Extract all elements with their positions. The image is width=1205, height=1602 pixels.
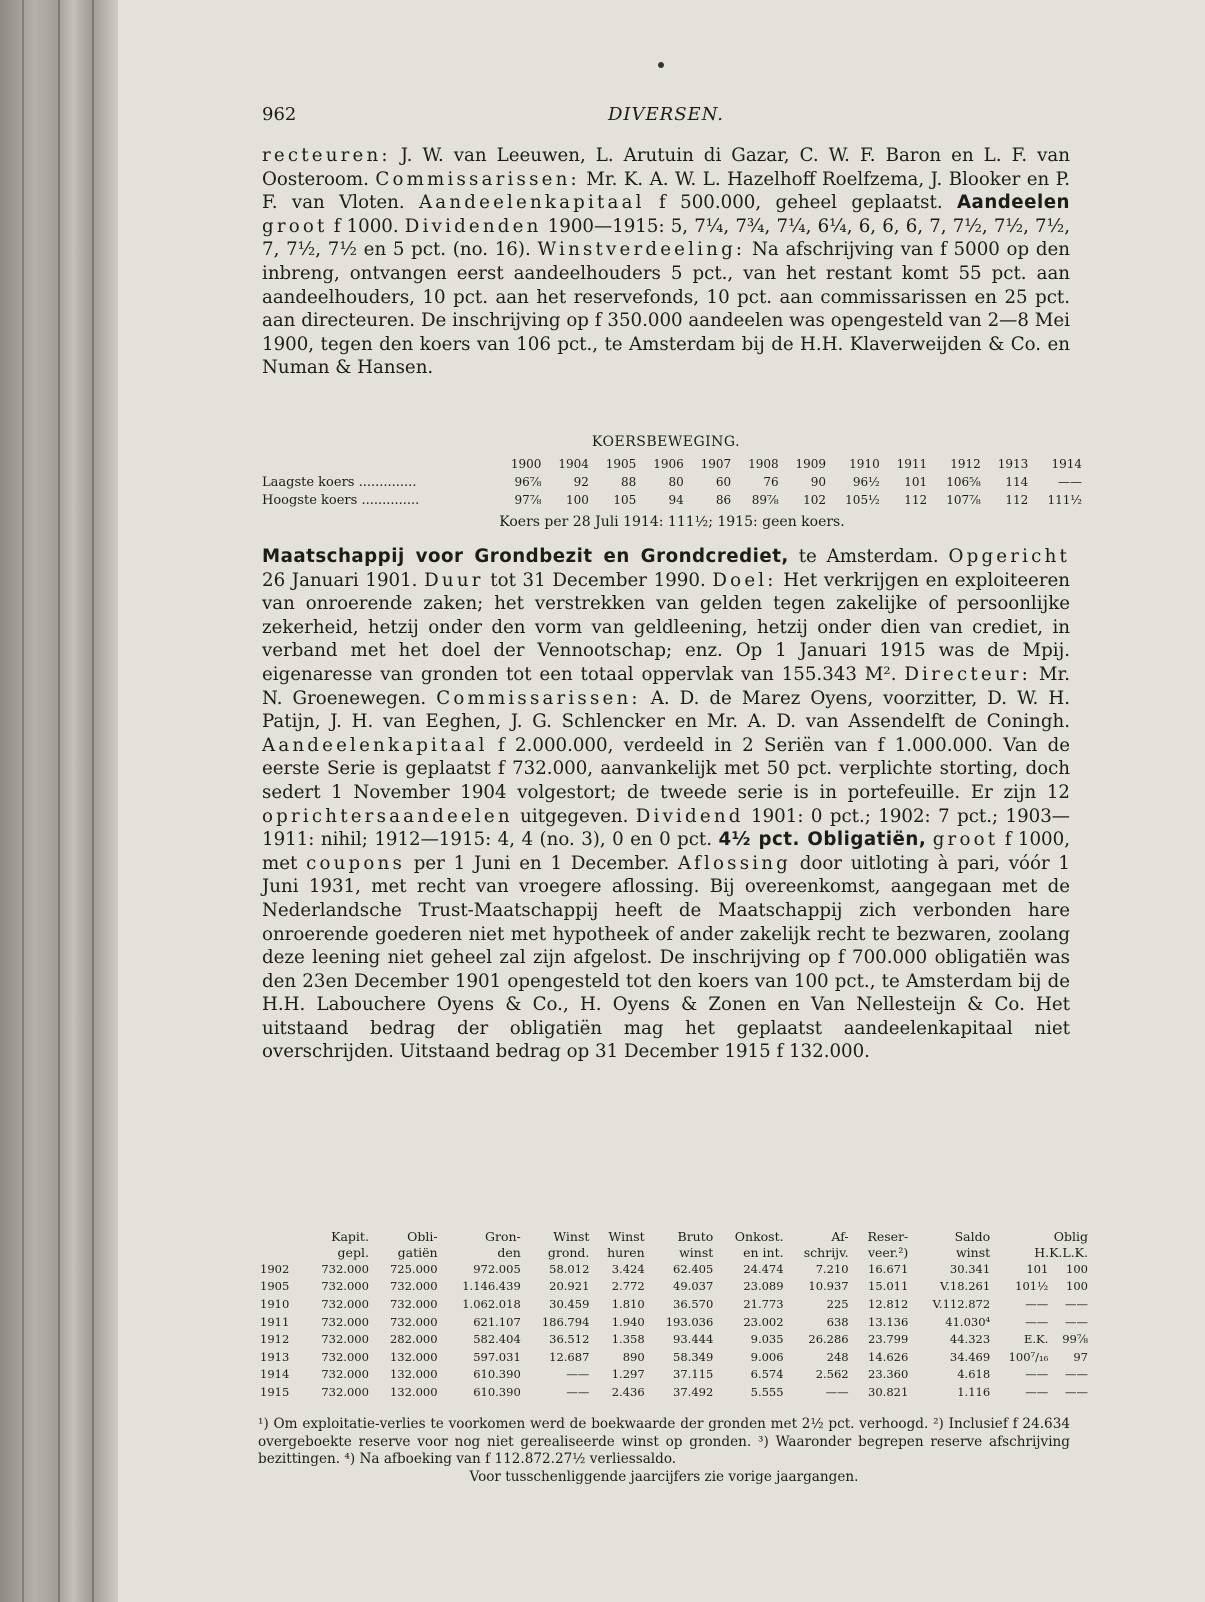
value-cell: 97 xyxy=(1073,1349,1088,1364)
value-cell: 732.000 xyxy=(389,1296,438,1311)
year-cell: 1915 xyxy=(260,1384,290,1399)
value-cell: 93.444 xyxy=(673,1332,714,1347)
directeur-text: Mr. N. Groenewegen. xyxy=(262,663,1070,709)
footnote-text: ¹) Om exploitatie-verlies te voorkomen werd de boekwaarde der gronden met 2½ pct. verhoogd. ²) Inclusief f 24.634 overgeboekte reserve voor nog niet gerealiseerde winst op gronden. ³) Waaronder begrepen reserve afschrijving bezittingen. ⁴) Na afboeking van f 112.872.27½ verliessaldo. xyxy=(258,1416,1070,1467)
value-cell: 97⅞ xyxy=(514,493,542,507)
value-cell: 12.812 xyxy=(868,1296,909,1311)
value-cell: 24.474 xyxy=(743,1261,784,1276)
value-cell: 20.921 xyxy=(549,1279,590,1294)
value-cell: 132.000 xyxy=(389,1349,438,1364)
kapitaal-label: Aandeelenkapitaal xyxy=(262,734,488,756)
value-cell: 186.794 xyxy=(541,1314,590,1329)
value-cell: 49.037 xyxy=(673,1279,714,1294)
commissarissen-text: A. D. de Marez Oyens, voorzitter, D. W. H. Patijn, J. H. van Eeghen, J. G. Schlencker en Mr. A. D. van Assendelft de Coningh. xyxy=(262,687,1071,733)
table-row xyxy=(262,455,1082,473)
value-cell: 90 xyxy=(810,475,827,489)
column-header: Reser- xyxy=(867,1228,909,1244)
table-row xyxy=(262,473,1082,491)
value-cell: 44.323 xyxy=(949,1332,991,1347)
value-cell: 76 xyxy=(763,475,779,489)
column-header: Af- xyxy=(831,1228,849,1244)
winstverdeeling-label: Winstverdeeling: xyxy=(537,239,746,261)
year-cell: 1906 xyxy=(653,457,684,471)
column-header xyxy=(258,1244,302,1260)
value-cell: 1.146.439 xyxy=(462,1279,521,1294)
year-cell: 1907 xyxy=(700,457,732,471)
column-header: en int. xyxy=(743,1244,784,1260)
value-cell: E.K. xyxy=(1023,1332,1049,1347)
value-cell: 597.031 xyxy=(473,1349,521,1364)
company-name: Maatschappij voor Grondbezit en Grondcrediet, xyxy=(262,546,789,567)
value-cell: 88 xyxy=(621,475,637,489)
value-cell: 58.012 xyxy=(549,1261,590,1276)
value-cell: 26.286 xyxy=(808,1332,849,1347)
value-cell: 94 xyxy=(668,493,684,507)
column-header: gepl. xyxy=(337,1244,369,1260)
obligatien-label: 4½ pct. Obligatiën, xyxy=(718,829,927,851)
column-header: huren xyxy=(607,1244,645,1260)
column-header: H.K.L.K. xyxy=(1034,1244,1088,1260)
dividenden-text: 1900—1915: 5, 7¼, 7¾, 7¼, 6¼, 6, 6, 6, 7, 7½, 7½, 7½, 7, 7½, 7½ en 5 pct. (no. 16). xyxy=(262,215,1070,261)
entry-grondbezit xyxy=(262,545,1070,1064)
directeuren-label: recteuren: xyxy=(262,145,391,166)
binding-line xyxy=(92,0,94,1602)
year-cell: 1900 xyxy=(510,457,542,471)
value-cell: 732.000 xyxy=(321,1261,369,1276)
commissarissen-text: Mr. K. A. W. L. Hazelhoff Roelfzema, J. Blooker en P. F. van Vloten. xyxy=(262,168,1070,214)
footnote-last: Voor tusschenliggende jaarcijfers zie vorige jaargangen. xyxy=(469,1468,859,1485)
year-cell: 1913 xyxy=(260,1349,290,1364)
aandeelen-label: Aandeelen xyxy=(956,192,1070,214)
value-cell: 282.000 xyxy=(389,1332,438,1347)
value-cell: 732.000 xyxy=(389,1314,438,1329)
table-row xyxy=(258,1313,1090,1331)
column-header: Onkost. xyxy=(734,1228,784,1244)
year-cell: 1911 xyxy=(260,1314,290,1329)
value-cell: 101½ xyxy=(1015,1279,1049,1294)
value-cell: 105½ xyxy=(845,493,880,507)
column-header: winst xyxy=(955,1244,991,1260)
value-cell: 107⅞ xyxy=(946,493,981,507)
value-cell: —— xyxy=(1025,1296,1049,1311)
column-header: Winst xyxy=(553,1228,590,1244)
column-header: veer.²) xyxy=(867,1244,909,1260)
value-cell: 621.107 xyxy=(473,1314,521,1329)
groot-label: groot xyxy=(262,215,328,237)
value-cell: 610.390 xyxy=(473,1367,521,1382)
value-cell: 23.799 xyxy=(868,1332,909,1347)
value-cell: 60 xyxy=(715,475,732,489)
company-location: te Amsterdam. xyxy=(788,546,949,567)
value-cell: 16.671 xyxy=(868,1261,909,1276)
value-cell: 112 xyxy=(1005,493,1029,507)
value-cell: 4.618 xyxy=(957,1367,991,1382)
year-cell: 1912 xyxy=(260,1332,290,1347)
value-cell: 1.810 xyxy=(611,1296,645,1311)
coupons-text: per 1 Juni en 1 December. xyxy=(404,852,679,874)
value-cell: 34.469 xyxy=(949,1349,991,1364)
value-cell: 36.570 xyxy=(673,1296,714,1311)
value-cell: 9.006 xyxy=(750,1349,784,1364)
dividenden-label: Dividenden xyxy=(404,215,542,237)
column-header: Gron- xyxy=(485,1228,521,1244)
column-header xyxy=(258,1228,302,1244)
value-cell: 96⅞ xyxy=(514,475,542,489)
running-title: DIVERSEN. xyxy=(607,104,725,125)
value-cell: 36.512 xyxy=(549,1332,590,1347)
value-cell: 1.062.018 xyxy=(462,1296,521,1311)
commissarissen-label: Commissarissen: xyxy=(436,687,641,709)
value-cell: 1.116 xyxy=(957,1384,991,1399)
value-cell: 96½ xyxy=(852,475,880,489)
coupons-label: coupons xyxy=(306,852,405,874)
value-cell: 732.000 xyxy=(321,1367,369,1382)
value-cell: 105 xyxy=(613,493,637,507)
year-cell: 1908 xyxy=(748,457,779,471)
groot-text: f 1000. xyxy=(327,215,405,237)
table-row xyxy=(258,1278,1090,1296)
table-header-row xyxy=(258,1244,1090,1260)
value-cell: 725.000 xyxy=(389,1261,438,1276)
value-cell: —— xyxy=(1065,1367,1088,1382)
year-cell: 1904 xyxy=(558,457,589,471)
dividend-label: Dividend xyxy=(635,805,744,827)
row-label: Hoogste koers .............. xyxy=(262,492,420,508)
value-cell: 15.011 xyxy=(868,1279,909,1294)
year-cell: 1913 xyxy=(997,457,1029,471)
koersbeweging-table xyxy=(262,455,1082,509)
groot-label: groot xyxy=(932,829,999,851)
value-cell: —— xyxy=(1065,1314,1088,1329)
value-cell: 610.390 xyxy=(473,1384,521,1399)
value-cell: 5.555 xyxy=(750,1384,784,1399)
value-cell: 732.000 xyxy=(321,1296,369,1311)
value-cell: 732.000 xyxy=(321,1332,369,1347)
value-cell: 2.562 xyxy=(815,1367,849,1382)
entry-continuation xyxy=(262,144,1070,380)
value-cell: —— xyxy=(566,1367,590,1382)
value-cell: —— xyxy=(1065,1384,1088,1399)
value-cell: 23.360 xyxy=(868,1367,909,1382)
value-cell: 732.000 xyxy=(321,1349,369,1364)
value-cell: 732.000 xyxy=(321,1384,369,1399)
value-cell: 890 xyxy=(622,1349,645,1364)
value-cell: 6.574 xyxy=(750,1367,784,1382)
value-cell: 30.341 xyxy=(949,1261,991,1276)
year-cell: 1909 xyxy=(795,457,827,471)
value-cell: —— xyxy=(566,1384,590,1399)
value-cell: 732.000 xyxy=(321,1314,369,1329)
value-cell: 13.136 xyxy=(868,1314,909,1329)
binding-line xyxy=(22,0,24,1602)
doel-text: Het verkrijgen en exploiteeren van onroerende zaken; het verstrekken van gelden tegen zakelijke of persoonlijke zekerheid, hetzij onder den vorm van geldleening, hetzij onder dien van crediet, in verband met het doel der Vennootschap; enz. Op 1 Januari 1915 was de Mpij. eigenaresse van gronden tot een totaal oppervlak van 155.343 M². xyxy=(262,569,1070,685)
row-label: Laagste koers .............. xyxy=(262,474,417,490)
value-cell: 58.349 xyxy=(673,1349,714,1364)
year-cell: 1905 xyxy=(605,457,637,471)
value-cell: 37.115 xyxy=(673,1367,714,1382)
dividend-text: 1901: 0 pct.; 1902: 7 pct.; 1903—1911: nihil; 1912—1915: 4, 4 (no. 3), 0 en 0 pct. xyxy=(262,805,1070,851)
value-cell: 62.405 xyxy=(673,1261,714,1276)
value-cell: 7.210 xyxy=(815,1261,849,1276)
year-cell: 1912 xyxy=(950,457,981,471)
value-cell: 41.030⁴ xyxy=(945,1314,991,1329)
value-cell: 99⅞ xyxy=(1062,1332,1088,1347)
value-cell: 100⁷/₁₆ xyxy=(1008,1349,1049,1364)
page-header xyxy=(262,104,1070,132)
kapitaal-text: f 2.000.000, verdeeld in 2 Seriën van f 1.000.000. Van de eerste Serie is geplaatst f 732.000, aanvankelijk met 50 pct. verplichte storting, doch sedert 1 November 1904 volgestort; de tweede serie is in portefeuille. Er zijn 12 xyxy=(262,734,1070,803)
column-header: gatiën xyxy=(397,1244,438,1260)
value-cell: —— xyxy=(1058,475,1082,489)
book-binding xyxy=(0,0,118,1602)
page-number: 962 xyxy=(262,104,297,125)
table-header-row xyxy=(258,1228,1090,1244)
value-cell: V.112.872 xyxy=(932,1296,991,1311)
value-cell: 1.297 xyxy=(611,1367,645,1382)
value-cell: 114 xyxy=(1005,475,1029,489)
value-cell: 972.005 xyxy=(473,1261,521,1276)
year-cell: 1902 xyxy=(260,1261,290,1276)
value-cell: 12.687 xyxy=(549,1349,590,1364)
column-header: schrijv. xyxy=(803,1244,849,1260)
value-cell: 14.626 xyxy=(868,1349,909,1364)
column-header: Oblig xyxy=(1053,1228,1088,1244)
value-cell: —— xyxy=(1025,1367,1049,1382)
value-cell: 112 xyxy=(904,493,928,507)
value-cell: 732.000 xyxy=(321,1279,369,1294)
oprichters-label: oprichtersaandeelen xyxy=(262,805,513,827)
value-cell: 10.937 xyxy=(808,1279,849,1294)
value-cell: —— xyxy=(1025,1384,1049,1399)
value-cell: 193.036 xyxy=(665,1314,714,1329)
table-row xyxy=(258,1366,1090,1384)
commissarissen-label: Commissarissen: xyxy=(375,168,580,190)
value-cell: 80 xyxy=(668,475,684,489)
column-header: winst xyxy=(679,1244,714,1260)
value-cell: —— xyxy=(825,1384,849,1399)
duur-label: Duur xyxy=(424,569,484,591)
value-cell: 225 xyxy=(826,1296,849,1311)
table-row xyxy=(258,1348,1090,1366)
value-cell: —— xyxy=(1025,1314,1049,1329)
year-cell: 1914 xyxy=(260,1367,290,1382)
year-cell: 1910 xyxy=(849,457,880,471)
table-row xyxy=(258,1260,1090,1278)
column-header: grond. xyxy=(547,1244,590,1260)
value-cell: —— xyxy=(1065,1296,1088,1311)
opgericht-label: Opgericht xyxy=(948,546,1070,567)
oprichters-text: uitgegeven. xyxy=(512,805,636,827)
value-cell: 100 xyxy=(1066,1261,1088,1276)
value-cell: 106⅝ xyxy=(946,475,981,489)
year-cell: 1910 xyxy=(260,1296,290,1311)
column-header: Kapit. xyxy=(331,1228,369,1244)
doel-label: Doel: xyxy=(712,569,777,591)
value-cell: 37.492 xyxy=(673,1384,714,1399)
table-row xyxy=(258,1295,1090,1313)
koersbeweging-title: KOERSBEWEGING. xyxy=(591,434,741,450)
value-cell: V.18.261 xyxy=(939,1279,991,1294)
opgericht-text: 26 Januari 1901. xyxy=(262,569,425,591)
value-cell: 21.773 xyxy=(743,1296,784,1311)
value-cell: 101 xyxy=(904,475,928,489)
value-cell: 101 xyxy=(1026,1261,1049,1276)
value-cell: 92 xyxy=(573,475,589,489)
duur-text: tot 31 December 1990. xyxy=(483,569,713,591)
value-cell: 100 xyxy=(1066,1279,1088,1294)
table-row xyxy=(258,1330,1090,1348)
directeuren-text: J. W. van Leeuwen, L. Arutuin di Gazar, C. W. F. Baron en L. F. van Oosteroom. xyxy=(262,145,1070,190)
value-cell: 89⅞ xyxy=(751,493,779,507)
footnotes xyxy=(258,1416,1070,1486)
value-cell: 132.000 xyxy=(389,1367,438,1382)
value-cell: 732.000 xyxy=(389,1279,438,1294)
value-cell: 2.772 xyxy=(611,1279,645,1294)
column-header: Bruto xyxy=(677,1228,714,1244)
column-header: den xyxy=(497,1244,521,1260)
table-row xyxy=(262,491,1082,509)
column-header: Obli- xyxy=(407,1228,438,1244)
column-header: Winst xyxy=(608,1228,645,1244)
groot-text: f 1000, met xyxy=(262,829,1070,874)
value-cell: 23.089 xyxy=(743,1279,784,1294)
financial-table xyxy=(258,1228,1090,1401)
year-cell: 1911 xyxy=(896,457,928,471)
value-cell: 1.940 xyxy=(611,1314,645,1329)
value-cell: 638 xyxy=(826,1314,849,1329)
value-cell: 582.404 xyxy=(473,1332,521,1347)
aflossing-label: Aflossing xyxy=(678,852,791,874)
value-cell: 132.000 xyxy=(389,1384,438,1399)
value-cell: 3.424 xyxy=(611,1261,645,1276)
value-cell: 111½ xyxy=(1047,493,1082,507)
value-cell: 23.002 xyxy=(743,1314,784,1329)
binding-line xyxy=(58,0,60,1602)
kapitaal-text: f 500.000, geheel geplaatst. xyxy=(644,192,957,214)
value-cell: 9.035 xyxy=(750,1332,784,1347)
value-cell: 86 xyxy=(715,493,732,507)
directeur-label: Directeur: xyxy=(904,663,1032,685)
kapitaal-label: Aandeelenkapitaal xyxy=(418,192,645,214)
value-cell: 30.459 xyxy=(549,1296,590,1311)
value-cell: 248 xyxy=(826,1349,849,1364)
koers-note: Koers per 28 Juli 1914: 111½; 1915: geen koers. xyxy=(499,514,845,530)
page-mark xyxy=(658,62,664,68)
value-cell: 102 xyxy=(803,493,827,507)
value-cell: 30.821 xyxy=(868,1384,909,1399)
value-cell: 100 xyxy=(565,493,589,507)
value-cell: 2.436 xyxy=(611,1384,645,1399)
year-cell: 1905 xyxy=(260,1279,290,1294)
column-header: Saldo xyxy=(954,1228,991,1244)
value-cell: 1.358 xyxy=(611,1332,645,1347)
winstverdeeling-text: Na afschrijving van f 5000 op den inbreng, ontvangen eerst aandeelhouders 5 pct., van het restant komt 55 pct. aan aandeelhouders, 10 pct. aan het reservefonds, 10 pct. aan commissarissen en 25 pct. aan directeuren. De inschrijving op f 350.000 aandeelen was opengesteld van 2—8 Mei 1900, tegen den koers van 106 pct., te Amsterdam bij de H.H. Klaverweijden & Co. en Numan & Hansen. xyxy=(262,239,1070,379)
year-cell: 1914 xyxy=(1051,457,1082,471)
table-row xyxy=(258,1383,1090,1401)
aflossing-text: door uitloting à pari, vóór 1 Juni 1931, met recht van vroegere aflossing. Bij overeenkomst, aangegaan met de Nederlandsche Trust-Maatschappij heeft de Maatschappij zich verbonden hare onroerende goederen niet met hypotheek of ander zakelijk recht te bezwaren, zoolang deze leening niet geheel zal zijn afgelost. De inschrijving op f 700.000 obligatiën was den 23en December 1901 opengesteld tot den koers van 100 pct., te Amsterdam bij de H.H. Labouchere Oyens & Co., H. Oyens & Zonen en Van Nellesteijn & Co. Het uitstaand bedrag der obligatiën mag het geplaatst aandeelenkapitaal niet overschrijden. Uitstaand bedrag op 31 December 1915 f 132.000. xyxy=(262,852,1070,1063)
